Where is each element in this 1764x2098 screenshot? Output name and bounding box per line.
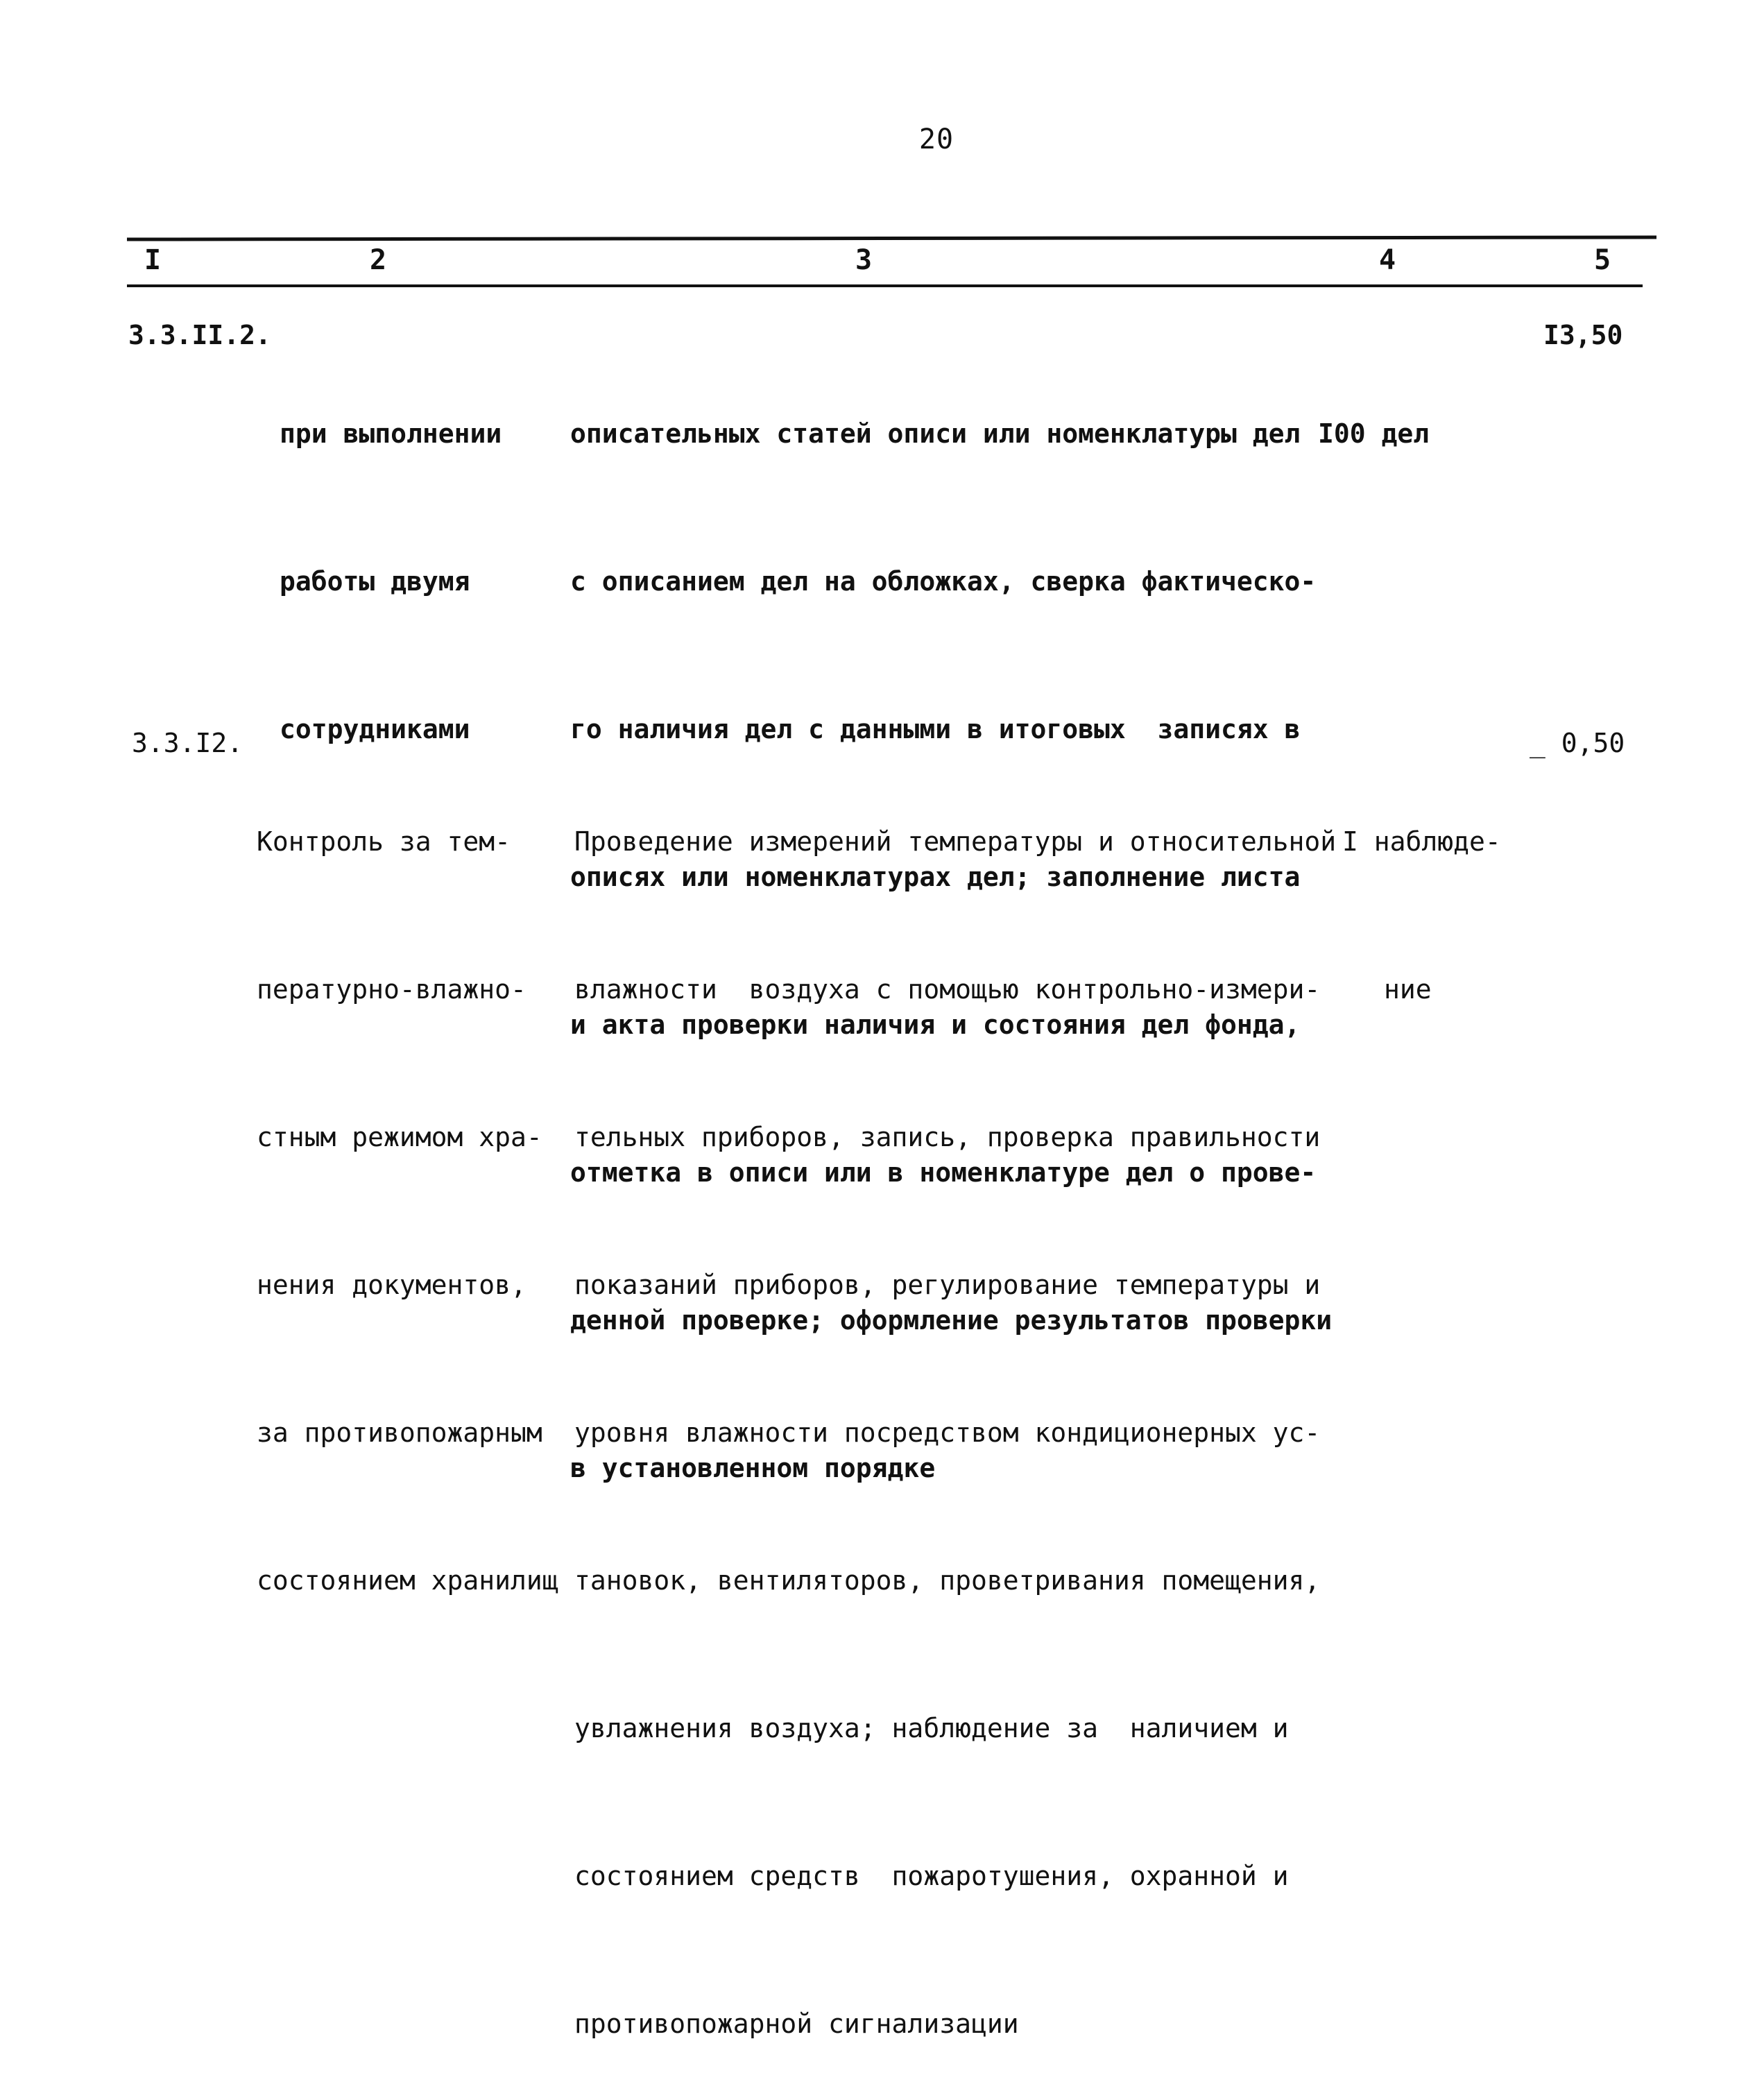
column-header-3: 3 — [855, 244, 873, 276]
row-2-name — [257, 719, 558, 1655]
row-2-description — [574, 719, 1336, 2098]
row-1-unit — [1318, 311, 1429, 508]
row-1-value: I3,50 — [1543, 320, 1623, 350]
row-2-description-line: Проведение измерений температуры и относительной — [574, 826, 1337, 857]
row-1-code: 3.3.II.2. — [128, 320, 271, 350]
column-header-4: 4 — [1378, 244, 1396, 276]
row-1-description-line: и акта проверки наличия и состояния дел фонда, — [570, 1009, 1301, 1040]
row-2-description-line: состоянием средств пожаротушения, охранной и — [574, 1861, 1289, 1891]
row-1-description-line: описательных статей описи или номенклатуры дел — [570, 418, 1301, 449]
row-1-description-line: отметка в описи или в номенклатуре дел о прове- — [570, 1157, 1317, 1188]
row-2-name-line: за противопожарным — [257, 1417, 542, 1448]
row-2-name-line: нения документов, — [257, 1270, 526, 1300]
row-2-name-line: Контроль за тем- — [257, 826, 511, 857]
row-2-description-line: показаний приборов, регулирование температуры и — [574, 1270, 1321, 1300]
row-2-unit-line: ние — [1384, 974, 1432, 1005]
row-1-description-line: денной проверке; оформление результатов проверки — [570, 1305, 1333, 1336]
row-1-name-line: при выполнении — [280, 418, 502, 449]
row-2-name-line: пературно-влажно- — [257, 974, 526, 1005]
table-top-rule — [127, 235, 1656, 241]
row-2-description-line: тановок, вентиляторов, проветривания помещения, — [574, 1565, 1321, 1596]
row-2-unit — [1342, 719, 1501, 1064]
row-2-code: 3.3.I2. — [132, 728, 243, 758]
row-1-description-line: с описанием дел на обложках, сверка фактическо- — [570, 566, 1317, 597]
row-1-name-line: сотрудниками — [280, 714, 470, 744]
column-header-1: I — [144, 244, 162, 276]
row-2-name-line: стным режимом хра- — [257, 1122, 542, 1152]
row-2-description-line: тельных приборов, запись, проверка правильности — [574, 1122, 1321, 1152]
row-1-description-line: го наличия дел с данными в итоговых записях в — [570, 714, 1301, 744]
column-header-2: 2 — [369, 244, 387, 276]
row-2-description-line: уровня влажности посредством кондиционерных ус- — [574, 1417, 1321, 1448]
row-1-unit-line: I00 дел — [1318, 418, 1430, 449]
row-2-description-line: влажности воздуха с помощью контрольно-измери- — [574, 974, 1321, 1005]
row-2-name-line: состоянием хранилищ — [257, 1565, 558, 1596]
column-header-5: 5 — [1593, 244, 1611, 276]
table-header-rule — [127, 284, 1643, 287]
row-1-name-line: работы двумя — [280, 566, 470, 597]
row-1-description-line: описях или номенклатурах дел; заполнение листа — [570, 862, 1301, 892]
row-2-description-line: противопожарной сигнализации — [574, 2009, 1019, 2039]
page-number: 20 — [918, 123, 954, 155]
row-2-value: _ 0,50 — [1530, 728, 1625, 758]
row-2-unit-line: I наблюде- — [1342, 826, 1501, 857]
row-1-description-line: в установленном порядке — [570, 1453, 936, 1483]
row-2-description-line: увлажнения воздуха; наблюдение за наличием и — [574, 1713, 1289, 1743]
